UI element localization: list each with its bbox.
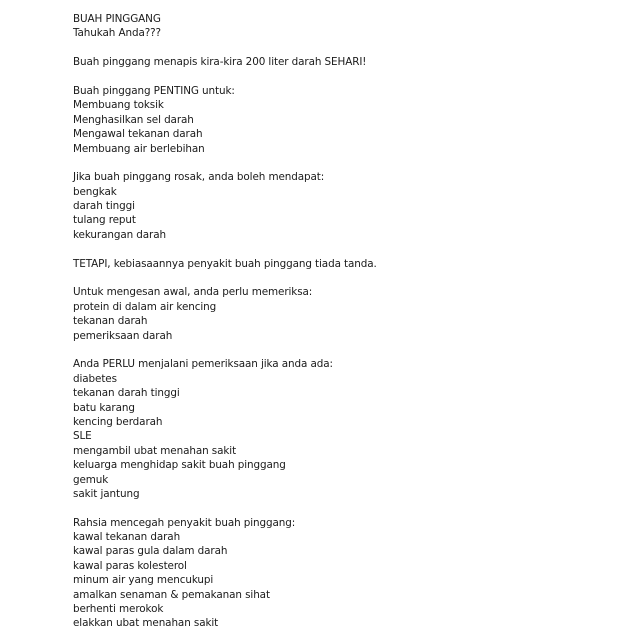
list-item: tekanan darah	[73, 315, 148, 328]
fact-line: Buah pinggang menapis kira-kira 200 liter darah SEHARI!	[73, 56, 367, 69]
blank-line	[73, 242, 613, 256]
list-item: sakit jantung	[73, 487, 140, 500]
list-item: Mengawal tekanan darah	[73, 128, 203, 141]
list-item: kawal paras gula dalam darah	[73, 545, 228, 558]
important-section	[73, 84, 613, 156]
blank-line	[73, 156, 613, 170]
list-item: kawal paras kolesterol	[73, 559, 187, 572]
prevention-section	[73, 516, 613, 631]
blank-line	[73, 41, 613, 55]
list-item: pemeriksaan darah	[73, 329, 173, 342]
blank-line	[73, 70, 613, 84]
blank-line	[73, 271, 613, 285]
list-item: tekanan darah tinggi	[73, 387, 180, 400]
document-title: BUAH PINGGANG	[73, 13, 161, 25]
list-item: darah tinggi	[73, 200, 135, 213]
screening-section	[73, 285, 613, 343]
section-heading: Untuk mengesan awal, anda perlu memeriksa:	[73, 286, 313, 299]
document-page	[73, 12, 613, 631]
list-item: kencing berdarah	[73, 415, 163, 428]
list-item: SLE	[73, 430, 92, 443]
list-item: minum air yang mencukupi	[73, 574, 214, 587]
blank-line	[73, 343, 613, 357]
list-item: kekurangan darah	[73, 228, 166, 241]
list-item: elakkan ubat menahan sakit	[73, 617, 219, 630]
list-item: tulang reput	[73, 214, 136, 227]
blank-line	[73, 501, 613, 515]
document-subtitle: Tahukah Anda???	[73, 27, 161, 40]
list-item: mengambil ubat menahan sakit	[73, 444, 237, 457]
list-item: gemuk	[73, 473, 109, 486]
warning-line: TETAPI, kebiasaannya penyakit buah pinggang tiada tanda.	[73, 257, 377, 270]
risk-section	[73, 357, 613, 501]
list-item: Membuang toksik	[73, 99, 164, 112]
section-heading: Rahsia mencegah penyakit buah pinggang:	[73, 516, 296, 529]
section-heading: Buah pinggang PENTING untuk:	[73, 84, 235, 97]
list-item: protein di dalam air kencing	[73, 300, 217, 313]
section-heading: Anda PERLU menjalani pemeriksaan jika anda ada:	[73, 358, 333, 371]
damage-section	[73, 170, 613, 242]
list-item: kawal tekanan darah	[73, 531, 181, 544]
list-item: berhenti merokok	[73, 603, 164, 616]
section-heading: Jika buah pinggang rosak, anda boleh mendapat:	[73, 171, 325, 184]
list-item: diabetes	[73, 372, 117, 385]
list-item: keluarga menghidap sakit buah pinggang	[73, 459, 286, 472]
list-item: batu karang	[73, 401, 135, 414]
list-item: bengkak	[73, 185, 117, 198]
list-item: amalkan senaman & pemakanan sihat	[73, 588, 270, 601]
list-item: Membuang air berlebihan	[73, 142, 205, 155]
list-item: Menghasilkan sel darah	[73, 113, 194, 126]
